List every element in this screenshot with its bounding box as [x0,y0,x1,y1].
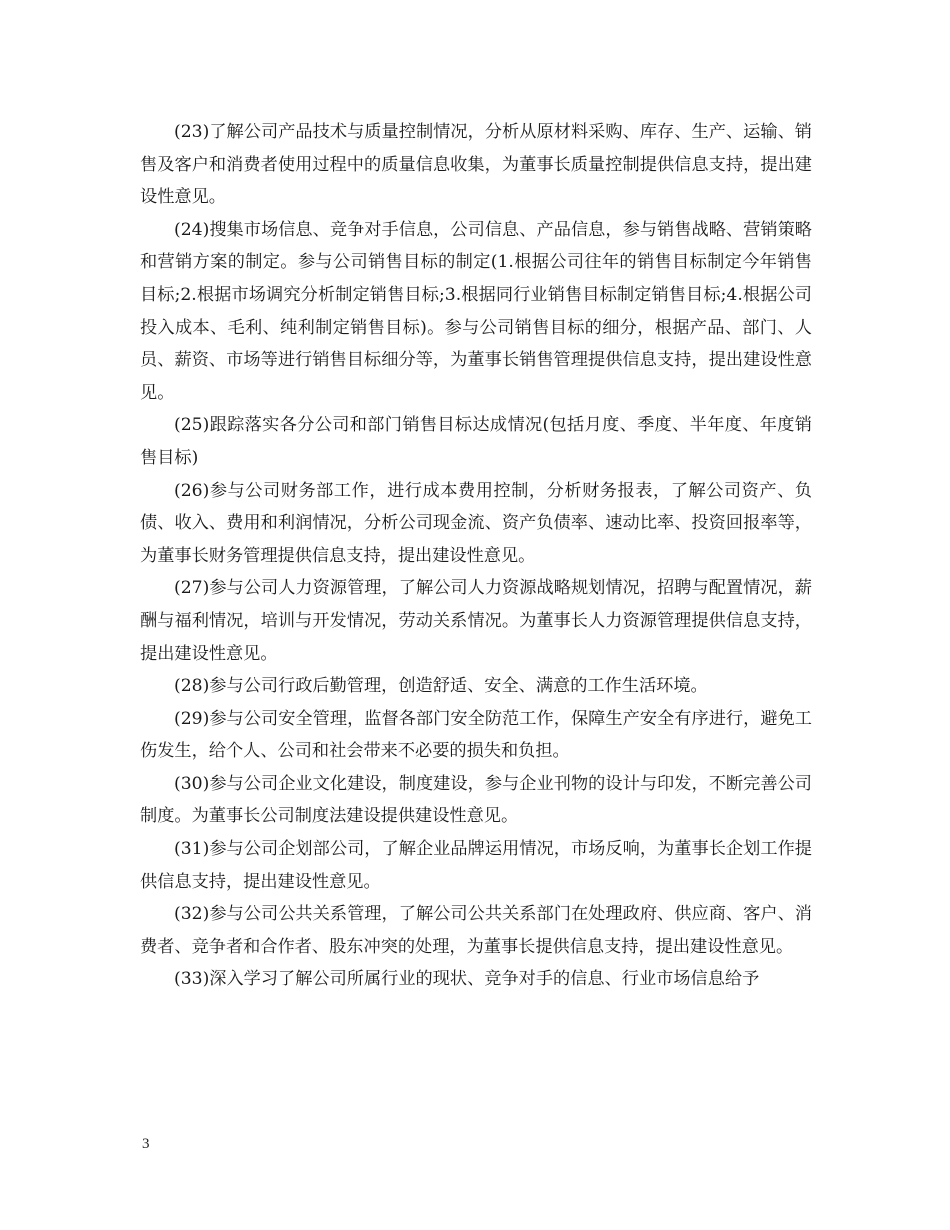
paragraph-33: (33)深入学习了解公司所属行业的现状、竞争对手的信息、行业市场信息给予 [174,969,760,990]
paragraph-27: (27)参与公司人力资源管理，了解公司人力资源战略规划情况，招聘与配置情况，薪酬与福利情况，培训与开发情况，劳动关系情况。为董事长人力资源管理提供信息支持，提出建设性意见。 [140,578,812,664]
paragraph-23: (23)了解公司产品技术与质量控制情况，分析从原材料采购、库存、生产、运输、销售及客户和消费者使用过程中的质量信息收集，为董事长质量控制提供信息支持，提出建设性意见。 [140,122,812,208]
paragraph-26: (26)参与公司财务部工作，进行成本费用控制，分析财务报表，了解公司资产、负债、收入、费用和利润情况，分析公司现金流、资产负债率、速动比率、投资回报率等，为董事长财务管理提供信息支持，提出建设性意见。 [140,480,812,566]
paragraph-24: (24)搜集市场信息、竞争对手信息，公司信息、产品信息，参与销售战略、营销策略和营销方案的制定。参与公司销售目标的制定(1.根据公司往年的销售目标制定今年销售目标;2.根据市场调究分析制定销售目标;3.根据同行业销售目标制定销售目标;4.根据公司投入成本、毛利、纯利制定销售目标)。参与公司销售目标的细分，根据产品、部门、人员、薪资、市场等进行销售目标细分等，为董事长销售管理提供信息支持，提出建设性意见。 [140,219,812,403]
document-body [140,116,812,996]
paragraph-29: (29)参与公司安全管理，监督各部门安全防范工作，保障生产安全有序进行，避免工伤发生，给个人、公司和社会带来不必要的损失和负担。 [140,708,812,762]
paragraph-28: (28)参与公司行政后勤管理，创造舒适、安全、满意的工作生活环境。 [174,676,708,697]
paragraph-25: (25)跟踪落实各分公司和部门销售目标达成情况(包括月度、季度、半年度、年度销售目标) [140,415,812,468]
paragraph-31: (31)参与公司企划部公司，了解企业品牌运用情况，市场反响，为董事长企划工作提供信息支持，提出建设性意见。 [140,839,812,892]
paragraph-30: (30)参与公司企业文化建设，制度建设，参与企业刊物的设计与印发，不断完善公司制度。为董事长公司制度法建设提供建设性意见。 [140,773,812,827]
page-number: 3 [142,1136,150,1152]
paragraph-32: (32)参与公司公共关系管理，了解公司公共关系部门在处理政府、供应商、客户、消费者、竞争者和合作者、股东冲突的处理，为董事长提供信息支持，提出建设性意见。 [140,904,812,957]
